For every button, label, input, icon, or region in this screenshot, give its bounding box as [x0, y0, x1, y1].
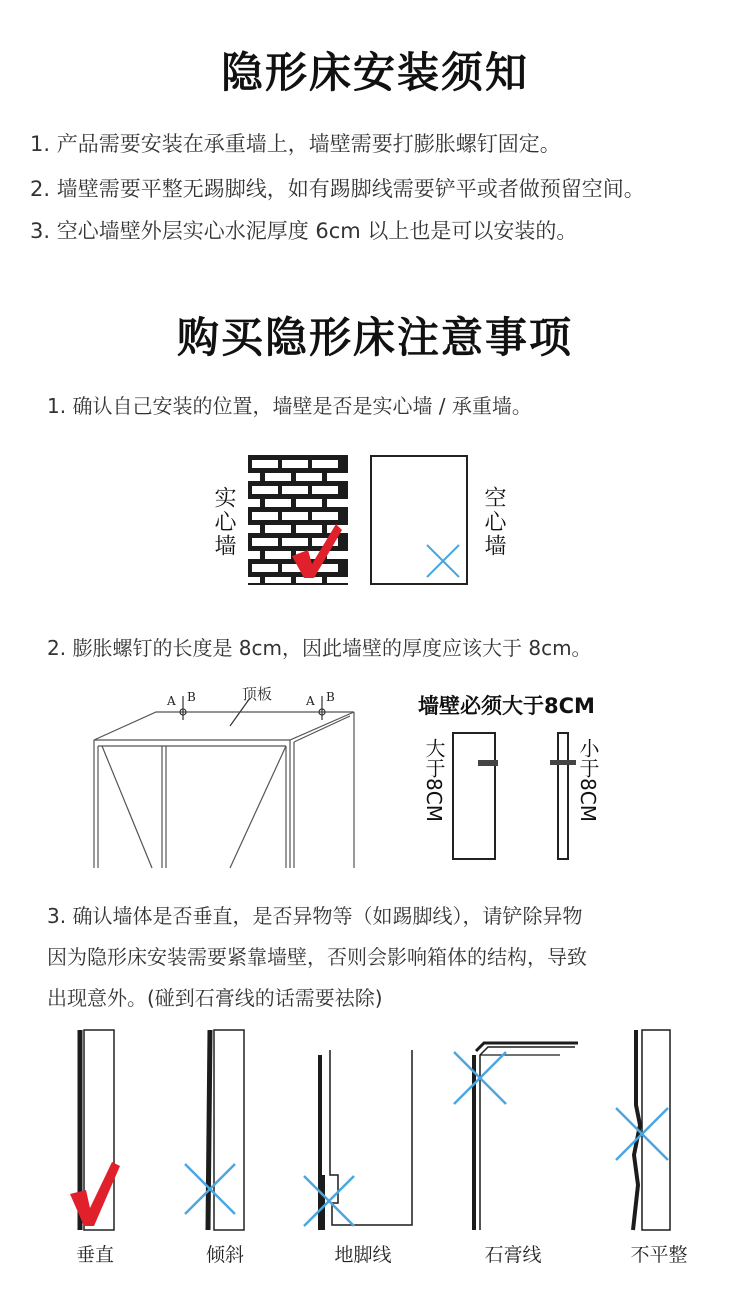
section1-title: 隐形床安装须知	[220, 48, 529, 97]
tilted-cross-icon	[183, 1162, 237, 1216]
label-b-right: B	[326, 690, 335, 704]
section2-item-3-line-2: 因为隐形床安装需要紧靠墙壁，否则会影响箱体的结构，导致	[47, 945, 587, 969]
section2-item-3-line-1: 3. 确认墙体是否垂直，是否异物等（如踢脚线），请铲除异物	[47, 904, 583, 928]
wall-thickness-title: 墙壁必须大于8CM	[418, 694, 595, 718]
less-label: 小于8CM	[576, 738, 600, 822]
label-a-right: A	[306, 694, 315, 708]
section1-item-2: 2. 墙壁需要平整无踢脚线，如有踢脚线需要铲平或者做预留空间。	[30, 177, 645, 201]
vertical-check-icon	[68, 1160, 124, 1230]
solid-wall-label: 实心墙	[211, 486, 236, 558]
section1-item-1: 1. 产品需要安装在承重墙上，墙壁需要打膨胀螺钉固定。	[30, 132, 561, 156]
section2-title: 购买隐形床注意事项	[176, 313, 573, 362]
label-b-left: B	[187, 690, 196, 704]
top-panel-label: 顶板	[242, 685, 273, 703]
uneven-cross-icon	[614, 1106, 670, 1162]
thick-wall-illustration	[452, 732, 502, 862]
check-icon	[288, 520, 344, 580]
wall-type-label-plaster: 石膏线	[484, 1244, 542, 1266]
label-a-left: A	[167, 694, 176, 708]
wall-type-label-uneven: 不平整	[630, 1244, 688, 1266]
cross-icon	[425, 543, 461, 579]
wall-type-label-vertical: 垂直	[75, 1244, 114, 1266]
section2-item-3-line-3: 出现意外。(碰到石膏线的话需要祛除)	[47, 986, 383, 1010]
cabinet-diagram	[90, 690, 360, 870]
wall-type-label-tilted: 倾斜	[205, 1244, 244, 1266]
hollow-wall-label: 空心墙	[481, 486, 506, 558]
plaster-cross-icon	[452, 1050, 508, 1106]
section1-item-3: 3. 空心墙壁外层实心水泥厚度 6cm 以上也是可以安装的。	[30, 219, 578, 243]
wall-type-label-baseboard: 地脚线	[334, 1244, 392, 1266]
section2-item-2: 2. 膨胀螺钉的长度是 8cm，因此墙壁的厚度应该大于 8cm。	[47, 636, 592, 660]
baseboard-cross-icon	[302, 1174, 356, 1228]
section2-item-1: 1. 确认自己安装的位置，墙壁是否是实心墙 / 承重墙。	[47, 394, 532, 418]
greater-label: 大于8CM	[422, 738, 446, 822]
